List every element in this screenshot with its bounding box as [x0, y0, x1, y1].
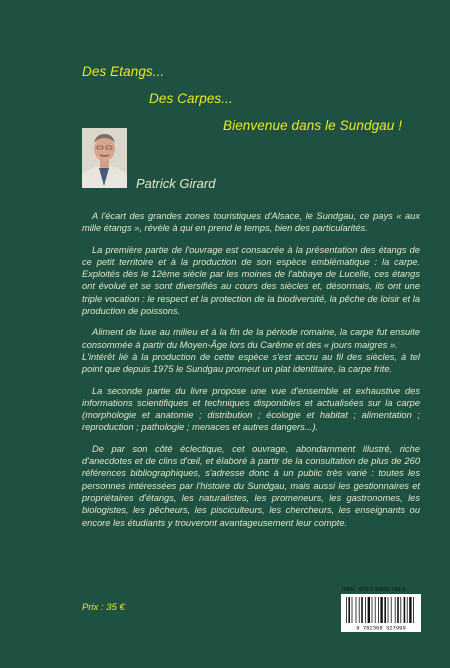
- barcode-digits: 9 782368 327999: [356, 624, 406, 632]
- price-label: Prix : 35 €: [82, 602, 125, 613]
- blurb-paragraph-3: Aliment de luxe au milieu et à la fin de la période romaine, la carpe fut ensuite consommée à partir du Moyen-Âge lors du Carême et des « jours maigres ».: [82, 327, 420, 350]
- isbn-label: ISBN : 978-2-36832-799-9: [342, 587, 406, 593]
- blurb-paragraph-6: De par son côté éclectique, cet ouvrage, abondamment illustré, riche d'anecdotes et de clins d'œil, et élaboré à partir de la consultation de plus de 260 références bibliographiques, s'adresse donc à un public très varié : toutes les personnes intéressées par l'histoire du Sundgau, mais aussi les gestionnaires et propriétaires d'étangs, les naturalistes, les promeneurs, les gastronomes, les biologistes, les pêcheurs, les pisciculteurs, les chercheurs, les enseignants ou encore les étudiants y trouveront avantageusement leur compte.: [82, 443, 420, 528]
- author-name: Patrick Girard: [136, 176, 216, 191]
- tagline-1: Des Etangs...: [82, 64, 165, 79]
- tagline-2: Des Carpes...: [149, 91, 233, 106]
- blurb-paragraph-5: La seconde partie du livre propose une vue d'ensemble et exhaustive des informations scientifiques et techniques disponibles et actualisées sur la carpe (morphologie et anatomie ; distribution ; écologie et habitat ; alimentation ; reproduction ; pathologie ; menaces et autres dangers...).: [82, 385, 420, 433]
- blurb-paragraph-1: A l'écart des grandes zones touristiques d'Alsace, le Sundgau, ce pays « aux mille étangs », révèle à qui en prend le temps, bien des particularités.: [82, 211, 420, 234]
- barcode: [341, 594, 421, 632]
- blurb: [82, 210, 420, 538]
- author-photo: [82, 128, 127, 188]
- blurb-paragraph-4: L'intérêt lié à la production de cette espèce s'est accru au fil des siècles, à tel point que depuis 1975 le Sundgau promeut un plat identitaire, la carpe frite.: [82, 351, 420, 375]
- blurb-paragraph-2: La première partie de l'ouvrage est consacrée à la présentation des étangs de ce petit territoire et à la production de son espèce emblématique : la carpe. Exploités dès le 12ème siècle par les moines de l'abbaye de Lucelle, ces étangs ont évolué et se sont diversifiés au cours des siècles et, désormais, ils ont une triple vocation : le respect et la protection de la biodiversité, la pêche de loisir et la production de poissons.: [82, 244, 420, 317]
- tagline-3: Bienvenue dans le Sundgau !: [223, 118, 403, 133]
